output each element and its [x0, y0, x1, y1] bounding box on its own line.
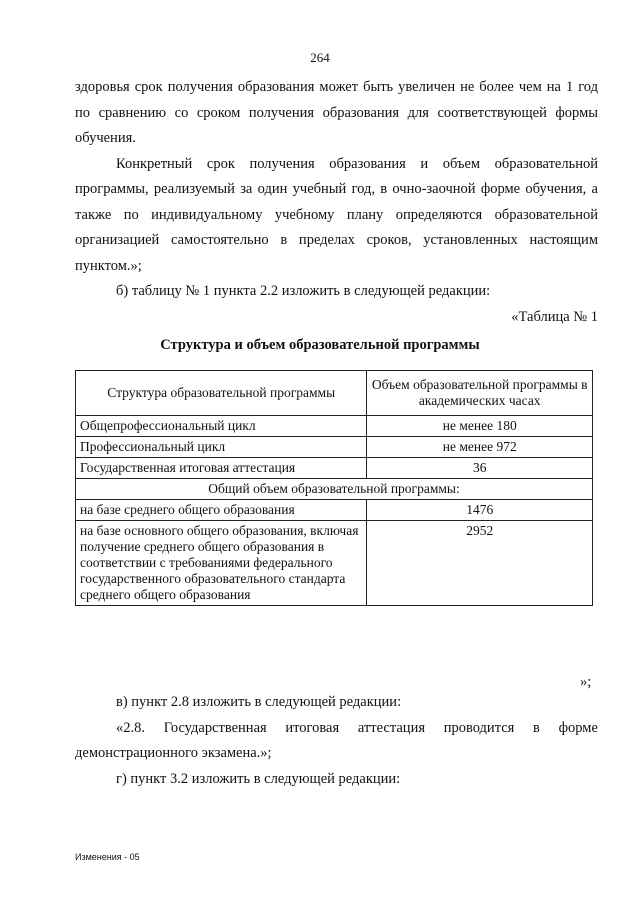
word: Государственная	[163, 719, 267, 736]
row-label: Профессиональный цикл	[76, 437, 367, 458]
table-title: Структура и объем образовательной программы	[160, 337, 480, 353]
word: в	[533, 719, 540, 736]
row-label: на базе среднего общего образования	[76, 500, 367, 521]
paragraph-6-line	[75, 716, 598, 742]
paragraph-7: г) пункт 3.2 изложить в следующей редакции:	[116, 770, 401, 787]
table-row	[76, 416, 593, 437]
row-label: Общепрофессиональный цикл	[76, 416, 367, 437]
paragraph-3: б) таблицу № 1 пункта 2.2 изложить в следующей редакции:	[116, 283, 491, 299]
table-header-row	[76, 371, 593, 416]
row-value: 1476	[367, 500, 593, 521]
row-value: 36	[367, 458, 593, 479]
table-row	[76, 458, 593, 479]
word: итоговая	[285, 719, 340, 736]
paragraph-6-end: демонстрационного экзамена.»;	[75, 745, 272, 761]
row-value: не менее 972	[367, 437, 593, 458]
table-caption: «Таблица № 1	[511, 308, 598, 325]
row-value: 2952	[367, 521, 593, 606]
row-label: на базе основного общего образования, включая получение среднего общего образования в соответствии с требованиями федерального государственного образовательного стандарта среднего общего образования	[76, 521, 367, 606]
page-number: 264	[310, 50, 330, 65]
paragraph-2: Конкретный срок получения образования и объем образовательной программы, реализуемый за один учебный год, в очно-заочной форме обучения, а также по индивидуальному учебному плану определяются образовательной организацией самостоятельно в пределах сроков, установленных настоящим пунктом.»;	[75, 155, 598, 274]
word: форме	[558, 719, 598, 736]
header-volume: Объем образовательной программы в академических часах	[367, 371, 593, 416]
header-structure: Структура образовательной программы	[76, 371, 367, 416]
paragraph-1: здоровья срок получения образования может быть увеличен не более чем на 1 год по сравнению со сроком получения образования для соответствующей формы обучения.	[75, 79, 598, 146]
row-value: не менее 180	[367, 416, 593, 437]
program-structure-table	[75, 370, 593, 606]
table-row	[76, 521, 593, 606]
lower-text	[75, 690, 598, 792]
word: аттестация	[357, 719, 425, 736]
table-row	[76, 500, 593, 521]
total-volume-heading: Общий объем образовательной программы:	[76, 479, 593, 500]
paragraph-5: в) пункт 2.8 изложить в следующей редакции:	[116, 694, 402, 710]
closing-quote: »;	[580, 674, 592, 690]
body-text	[75, 75, 598, 330]
row-label: Государственная итоговая аттестация	[76, 458, 367, 479]
footer-note: Изменения - 05	[75, 852, 140, 862]
table-span-row	[76, 479, 593, 500]
word: «2.8.	[116, 719, 145, 736]
word: проводится	[443, 719, 515, 736]
table-row	[76, 437, 593, 458]
